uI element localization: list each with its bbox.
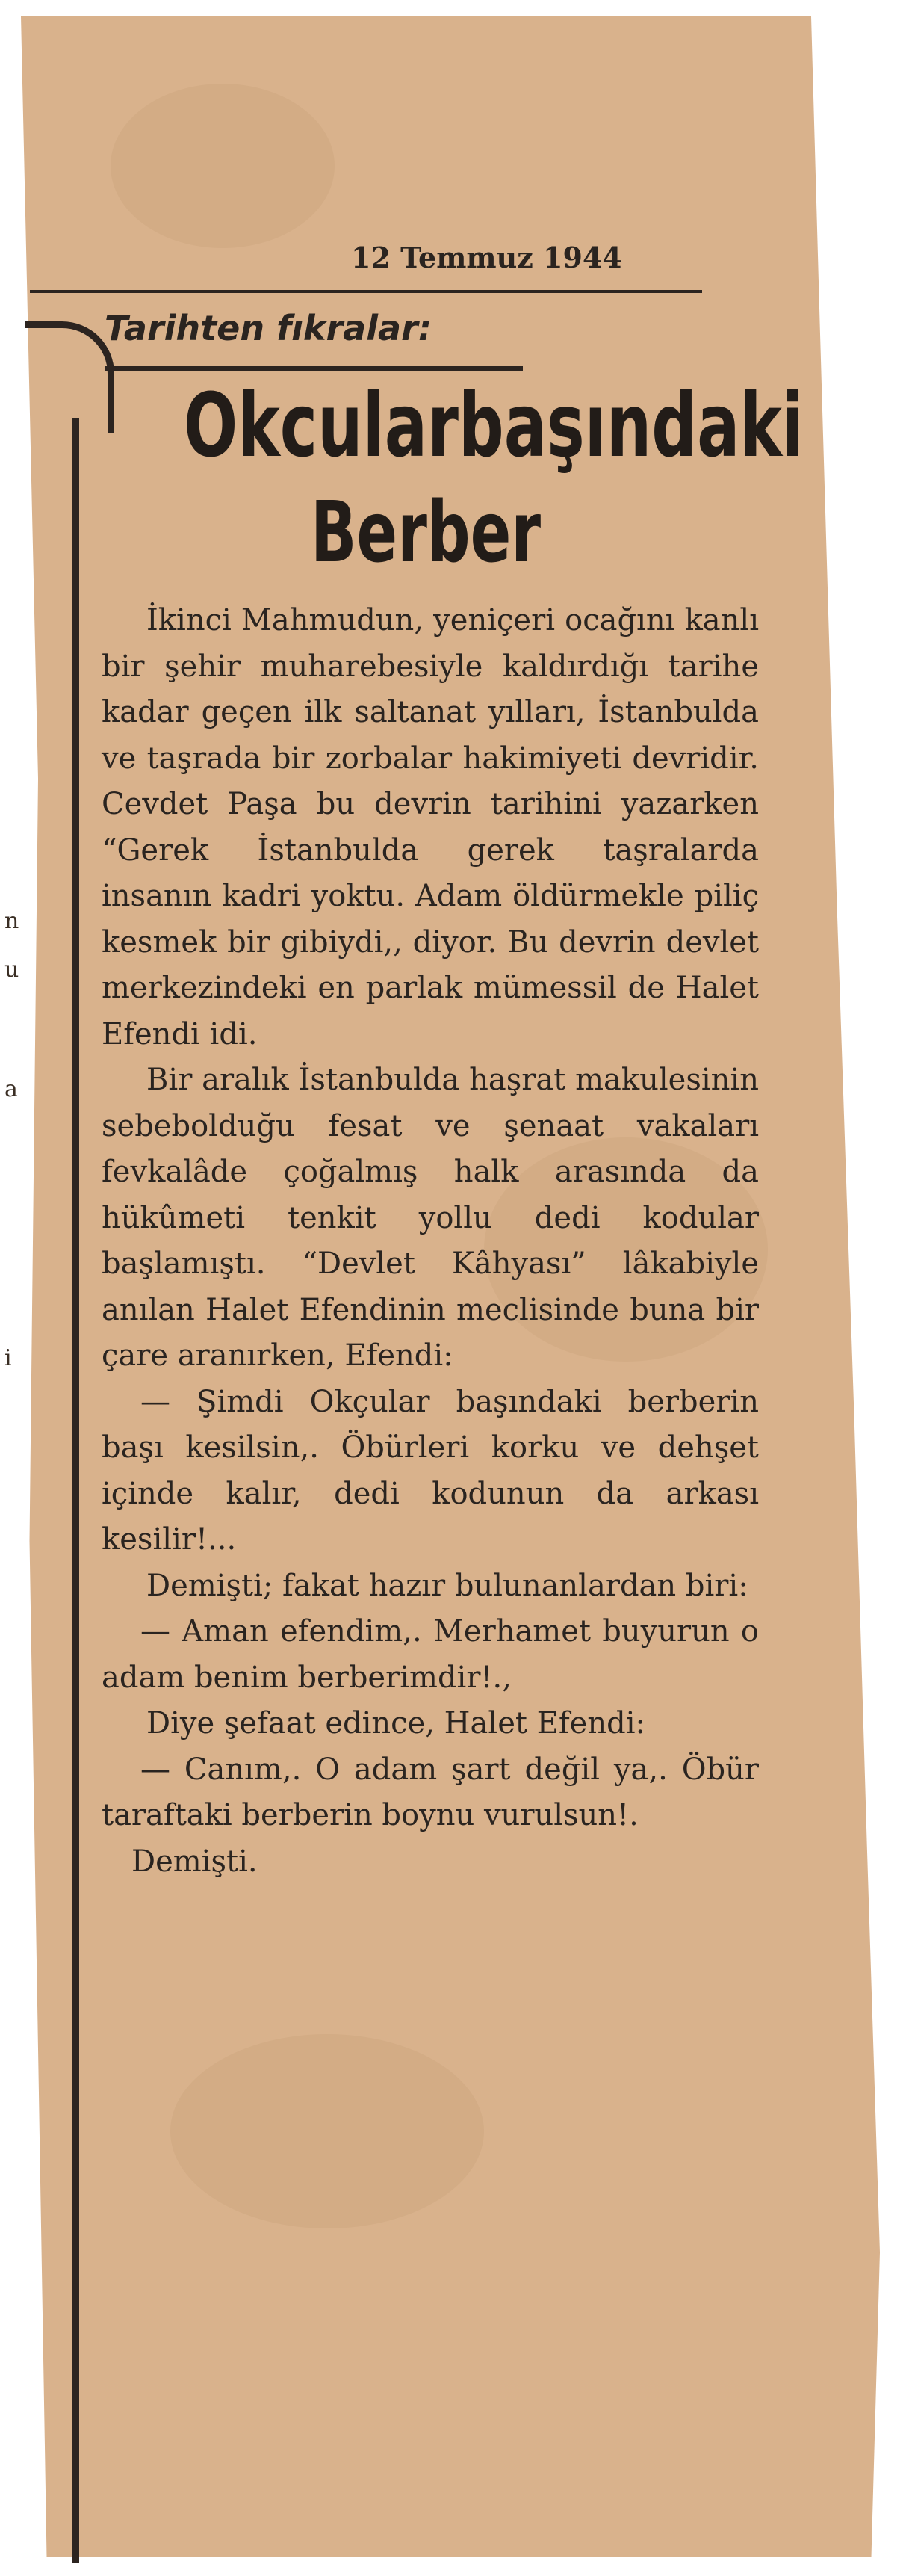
paragraph: Demişti; fakat hazır bulunanlardan biri: [146,1568,748,1603]
margin-fragment: u [4,957,19,983]
paragraph: Diye şefaat edince, Halet Efendi: [146,1706,645,1741]
article-body [102,598,759,1885]
margin-fragment: n [4,908,19,934]
closing-paragraph: Demişti. [131,1844,258,1879]
paragraph: Bir aralık İstanbulda haşrat makulesinin sebebolduğu fesat ve şenaat vakaları fevkalâde çoğalmış halk arasında da hükûmeti tenkit yollu dedi kodular başlamıştı. “Devlet Kâhyası” lâkabiyle anılan Halet Efendinin meclisinde buna bir çare aranırken, Efendi: [102,1063,759,1373]
paragraph: İkinci Mahmudun, yeniçeri ocağını kanlı bir şehir muharebesiyle kaldırdığı tarihe kadar geçen ilk saltanat yılları, İstanbulda ve taşrada bir zorbalar hakimiyeti devridir. Cevdet Paşa bu devrin tarihini yazarken “Gerek İstanbulda gerek taşralarda insanın kadri yoktu. Adam öldürmekle piliç kesmek bir gibiydi,, diyor. Bu devrin devlet merkezindeki en parlak mümessil de Halet Efendi idi. [102,603,759,1051]
paper-stain [170,2034,484,2228]
header-rule [30,290,702,293]
margin-fragment: i [4,1345,12,1371]
dialog-paragraph: — Canım,. O adam şart değil ya,. Öbür taraftaki berberin boynu vurulsun!. [102,1752,759,1832]
headline-line-1: Okcularbaşındaki [184,374,804,477]
dialog-paragraph: — Şimdi Okçular başındaki berberin başı kesilsin,. Öbürleri korku ve dehşet içinde kalır, dedi kodunun da arkası kesilir!... [102,1384,759,1557]
dialog-paragraph: — Aman efendim,. Merhamet buyurun o adam benim berberimdir!., [102,1614,759,1695]
publication-date: 12 Temmuz 1944 [351,241,622,274]
column-border-line [72,418,79,2563]
margin-fragment: a [4,1076,18,1102]
rubric-underline [105,366,523,371]
section-rubric: Tarihten fıkralar: [105,308,432,348]
paper-stain [111,84,335,248]
column-border-curve [25,321,114,433]
headline-line-2: Berber [310,484,542,581]
